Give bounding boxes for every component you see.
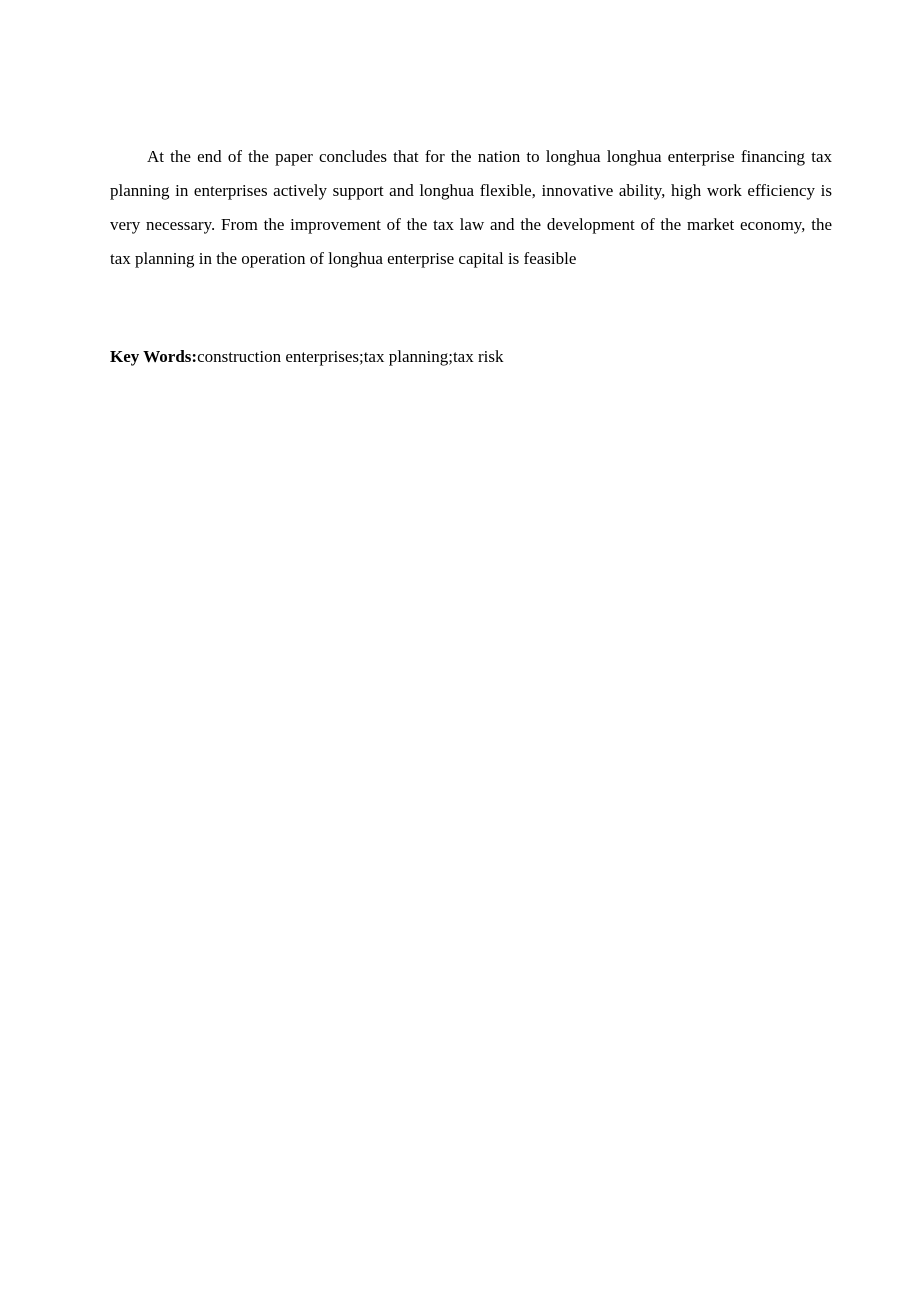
keywords-line [110,342,832,372]
abstract-paragraph: At the end of the paper concludes that for the nation to longhua longhua enterprise financing tax planning in enterprises actively support and longhua flexible, innovative ability, high work efficiency is very necessary. From the improvement of the tax law and the development of the market economy, the tax planning in the operation of longhua enterprise capital is feasible [110,147,832,268]
keywords-label: Key Words: [110,347,198,366]
keywords-value: construction enterprises;tax planning;tax risk [197,347,504,366]
